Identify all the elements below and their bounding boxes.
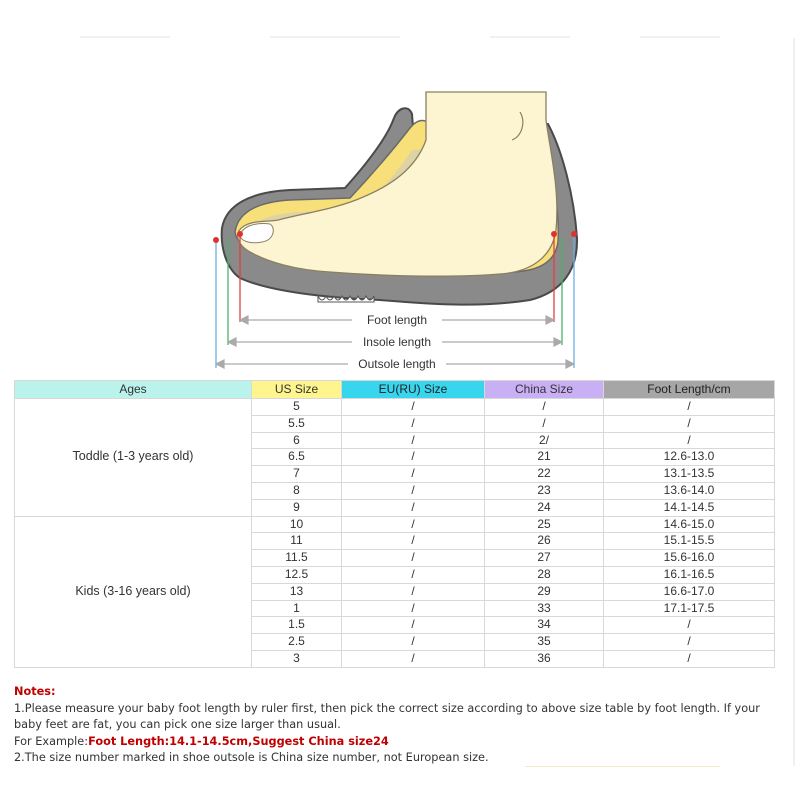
us-size-cell: 2.5 <box>252 634 342 651</box>
eu-size-cell: / <box>342 415 485 432</box>
us-size-cell: 7 <box>252 466 342 483</box>
age-group-cell: Kids (3-16 years old) <box>15 516 252 667</box>
china-size-cell: 36 <box>485 650 604 667</box>
eu-size-cell: / <box>342 499 485 516</box>
table-header-row <box>15 381 775 399</box>
header-ages: Ages <box>15 381 252 399</box>
eu-size-cell: / <box>342 466 485 483</box>
table-row <box>15 516 775 533</box>
eu-size-cell: / <box>342 650 485 667</box>
china-size-cell: 22 <box>485 466 604 483</box>
right-edge-line <box>793 38 795 766</box>
eu-size-cell: / <box>342 634 485 651</box>
header-eu-size: EU(RU) Size <box>342 381 485 399</box>
us-size-cell: 13 <box>252 583 342 600</box>
notes-line-2: 2.The size number marked in shoe outsole is China size number, not European size. <box>14 751 489 764</box>
foot-length-cell: 14.6-15.0 <box>604 516 775 533</box>
china-size-cell: 35 <box>485 634 604 651</box>
foot-length-cell: / <box>604 650 775 667</box>
china-size-cell: 27 <box>485 550 604 567</box>
us-size-cell: 11 <box>252 533 342 550</box>
china-size-cell: 26 <box>485 533 604 550</box>
us-size-cell: 5.5 <box>252 415 342 432</box>
header-foot-length: Foot Length/cm <box>604 381 775 399</box>
table-row <box>15 399 775 416</box>
foot-measurement-diagram <box>0 0 800 380</box>
notes-title: Notes: <box>14 685 56 698</box>
eu-size-cell: / <box>342 516 485 533</box>
decorative-line <box>525 766 720 767</box>
eu-size-cell: / <box>342 566 485 583</box>
notes-example <box>14 734 784 751</box>
china-size-cell: 28 <box>485 566 604 583</box>
china-size-cell: 29 <box>485 583 604 600</box>
foot-length-cell: / <box>604 634 775 651</box>
china-size-cell: / <box>485 415 604 432</box>
foot-length-cell: 17.1-17.5 <box>604 600 775 617</box>
china-size-cell: 24 <box>485 499 604 516</box>
us-size-cell: 10 <box>252 516 342 533</box>
insole-length-label: Insole length <box>362 335 432 349</box>
us-size-cell: 1 <box>252 600 342 617</box>
china-size-cell: 33 <box>485 600 604 617</box>
us-size-cell: 11.5 <box>252 550 342 567</box>
china-size-cell: 2/ <box>485 432 604 449</box>
notes-example-prefix: For Example: <box>14 734 89 748</box>
header-us-size: US Size <box>252 381 342 399</box>
us-size-cell: 8 <box>252 482 342 499</box>
china-size-cell: 34 <box>485 617 604 634</box>
foot-length-cell: / <box>604 432 775 449</box>
foot-length-cell: 15.6-16.0 <box>604 550 775 567</box>
eu-size-cell: / <box>342 449 485 466</box>
outsole-length-label: Outsole length <box>358 357 436 371</box>
foot-length-cell: 13.1-13.5 <box>604 466 775 483</box>
foot-length-cell: 16.6-17.0 <box>604 583 775 600</box>
foot-length-cell: 13.6-14.0 <box>604 482 775 499</box>
us-size-cell: 5 <box>252 399 342 416</box>
china-size-cell: 23 <box>485 482 604 499</box>
foot-length-cell: / <box>604 399 775 416</box>
us-size-cell: 3 <box>252 650 342 667</box>
us-size-cell: 1.5 <box>252 617 342 634</box>
foot-length-cell: 12.6-13.0 <box>604 449 775 466</box>
us-size-cell: 9 <box>252 499 342 516</box>
eu-size-cell: / <box>342 533 485 550</box>
header-china-size: China Size <box>485 381 604 399</box>
us-size-cell: 12.5 <box>252 566 342 583</box>
foot-length-cell: 16.1-16.5 <box>604 566 775 583</box>
foot-length-cell: / <box>604 415 775 432</box>
notes-line-1: 1.Please measure your baby foot length by ruler first, then pick the correct size according to above size table by foot length. If your baby feet are fat, you can pick one size larger than usual. <box>14 701 760 731</box>
eu-size-cell: / <box>342 600 485 617</box>
china-size-cell: / <box>485 399 604 416</box>
eu-size-cell: / <box>342 399 485 416</box>
age-group-cell: Toddle (1-3 years old) <box>15 399 252 517</box>
foot-length-cell: 14.1-14.5 <box>604 499 775 516</box>
china-size-cell: 25 <box>485 516 604 533</box>
eu-size-cell: / <box>342 432 485 449</box>
eu-size-cell: / <box>342 550 485 567</box>
table-body <box>15 399 775 668</box>
notes-section <box>14 684 784 767</box>
foot-length-cell: / <box>604 617 775 634</box>
notes-example-highlight: Foot Length:14.1-14.5cm,Suggest China size24 <box>88 734 389 748</box>
eu-size-cell: / <box>342 482 485 499</box>
size-chart-table <box>14 380 775 668</box>
eu-size-cell: / <box>342 617 485 634</box>
china-size-cell: 21 <box>485 449 604 466</box>
us-size-cell: 6 <box>252 432 342 449</box>
foot-length-cell: 15.1-15.5 <box>604 533 775 550</box>
us-size-cell: 6.5 <box>252 449 342 466</box>
eu-size-cell: / <box>342 583 485 600</box>
foot-length-label: Foot length <box>366 313 428 327</box>
